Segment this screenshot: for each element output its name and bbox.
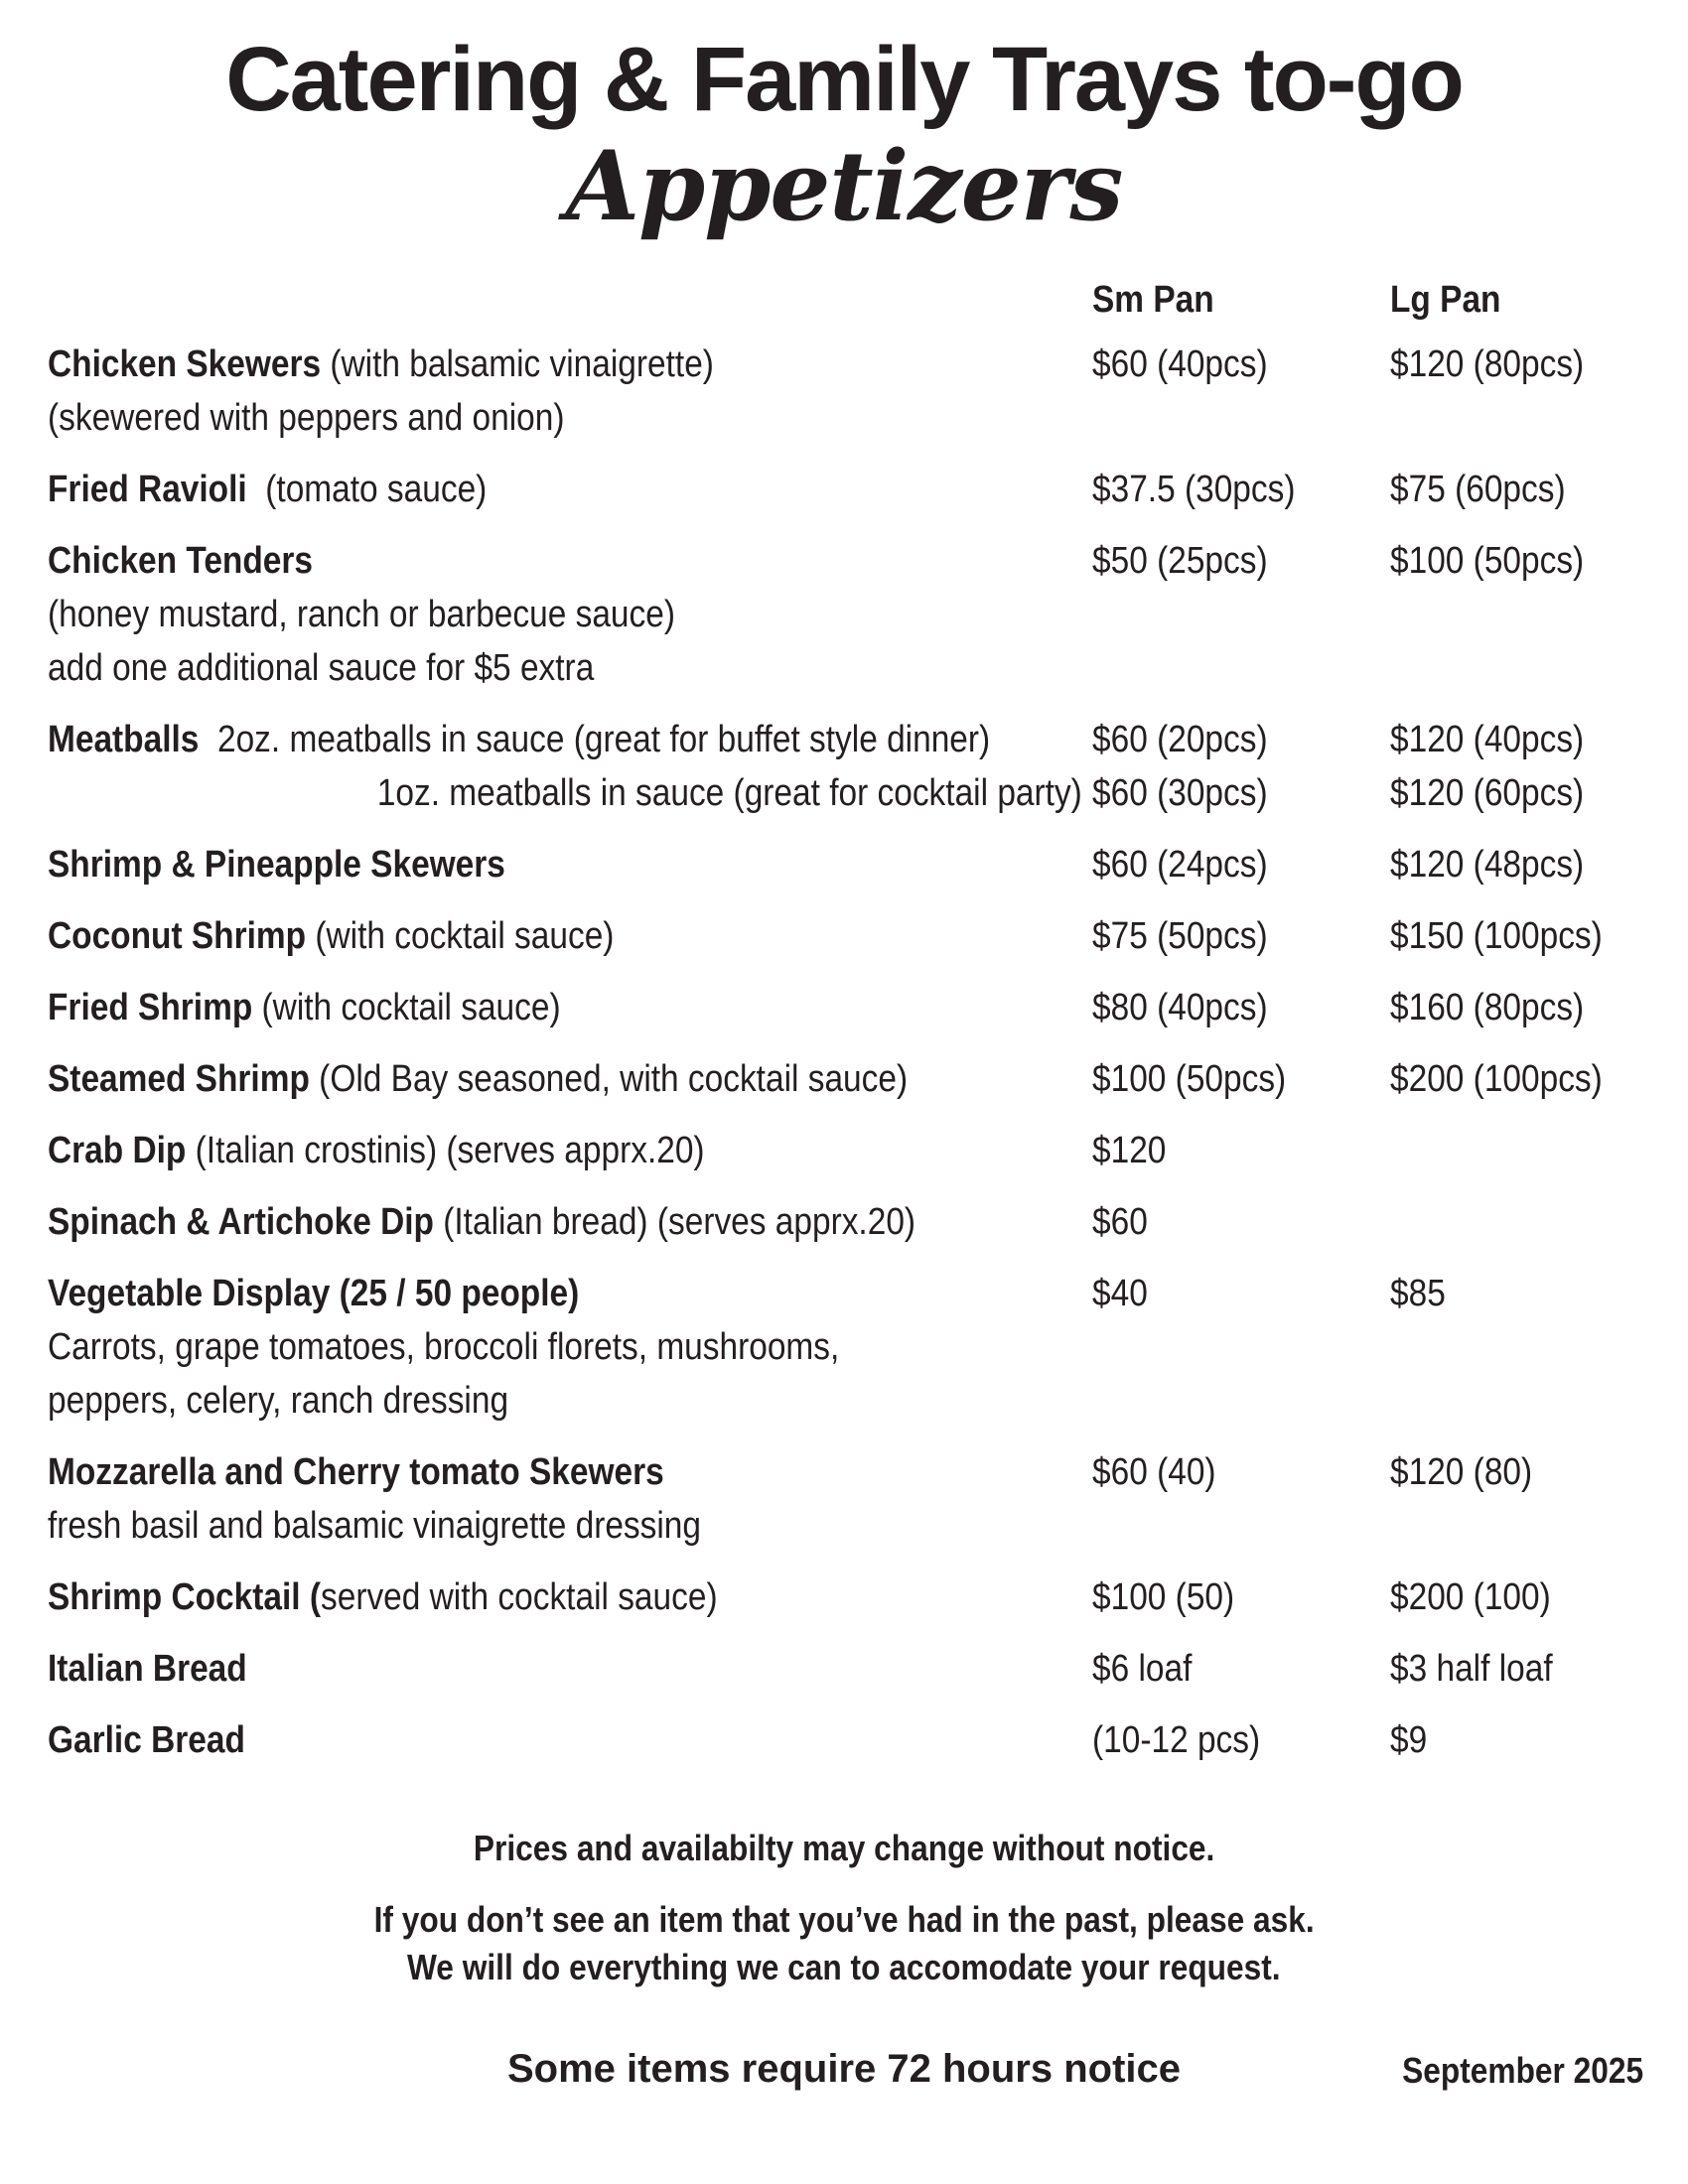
section-title: Appetizers <box>565 130 1123 242</box>
item-text <box>48 713 1092 766</box>
item-desc: 1oz. meatballs in sauce (great for cocktail party) <box>377 772 1082 814</box>
item-desc: (Italian bread) (serves apprx.20) <box>433 1201 916 1243</box>
item-name: Chicken Tenders <box>48 540 313 582</box>
footer-prices-note: Prices and availabilty may change without notice. <box>473 1828 1215 1868</box>
price-sm: $60 (24pcs) <box>1092 844 1268 886</box>
menu-item-subline <box>48 1320 1688 1374</box>
price-lg <box>1390 1124 1688 1177</box>
price-sm: $6 loaf <box>1092 1648 1193 1690</box>
menu-item-vegetable-display <box>48 1267 1688 1320</box>
price-sm: $60 <box>1092 1201 1148 1243</box>
item-text <box>48 463 1092 516</box>
item-name: Chicken Skewers <box>48 343 322 385</box>
menu-item-subline <box>48 588 1688 641</box>
item-text <box>48 1052 1092 1106</box>
item-text <box>48 1713 1092 1767</box>
menu-item-steamed-shrimp <box>48 1052 1688 1106</box>
menu-item-mozzarella-tomato-skewers <box>48 1445 1688 1499</box>
item-sub: add one additional sauce for $5 extra <box>48 647 595 689</box>
price-lg: $120 (40pcs) <box>1390 719 1585 760</box>
item-text <box>48 1195 1092 1249</box>
item-text <box>48 981 1092 1034</box>
price-lg: $200 (100pcs) <box>1390 1058 1603 1100</box>
item-name: Italian Bread <box>48 1648 247 1690</box>
menu-date: September 2025 <box>1401 2050 1643 2091</box>
item-name: Crab Dip <box>48 1130 187 1171</box>
menu-item-meatballs-line2 <box>48 766 1688 820</box>
item-text <box>48 1267 1092 1320</box>
price-sm: $37.5 (30pcs) <box>1092 469 1296 510</box>
price-lg: $160 (80pcs) <box>1390 987 1585 1028</box>
item-name: Fried Shrimp <box>48 987 253 1028</box>
menu-item-chicken-skewers <box>48 338 1688 391</box>
item-desc: (tomato sauce) <box>246 469 488 510</box>
price-lg: $75 (60pcs) <box>1390 469 1566 510</box>
price-lg: $150 (100pcs) <box>1390 915 1603 957</box>
price-sm: $60 (40) <box>1092 1451 1216 1493</box>
item-sub: (honey mustard, ranch or barbecue sauce) <box>48 594 675 635</box>
item-sub: (skewered with peppers and onion) <box>48 397 565 439</box>
item-text <box>48 838 1092 891</box>
price-lg: $9 <box>1390 1719 1428 1761</box>
price-lg: $120 (48pcs) <box>1390 844 1585 886</box>
price-lg: $120 (60pcs) <box>1390 772 1585 814</box>
price-sm: $80 (40pcs) <box>1092 987 1268 1028</box>
menu-item-garlic-bread <box>48 1713 1688 1767</box>
menu-item-subline <box>48 1499 1688 1553</box>
item-text <box>48 1124 1092 1177</box>
price-lg: $120 (80pcs) <box>1390 343 1585 385</box>
item-desc: (Old Bay seasoned, with cocktail sauce) <box>309 1058 909 1100</box>
item-name: Garlic Bread <box>48 1719 245 1761</box>
item-text <box>48 1445 1092 1499</box>
price-sm: $60 (30pcs) <box>1092 772 1268 814</box>
price-sm: $120 <box>1092 1130 1167 1171</box>
item-desc: served with cocktail sauce) <box>321 1576 718 1618</box>
item-text <box>48 338 1092 391</box>
item-name: Shrimp Cocktail ( <box>48 1576 321 1618</box>
footer-accomodate-note: We will do everything we can to accomodate your request. <box>407 1947 1281 1987</box>
item-name: Mozzarella and Cherry tomato Skewers <box>48 1451 664 1493</box>
price-lg <box>1390 1195 1688 1249</box>
item-name: Meatballs <box>48 719 200 760</box>
footer <box>0 1825 1688 2095</box>
menu-item-shrimp-pineapple-skewers <box>48 838 1688 891</box>
item-name: Vegetable Display (25 / 50 people) <box>48 1273 580 1314</box>
page-title: Catering & Family Trays to-go <box>225 29 1463 130</box>
menu-item-shrimp-cocktail <box>48 1570 1688 1624</box>
menu-item-fried-shrimp <box>48 981 1688 1034</box>
price-sm: (10-12 pcs) <box>1092 1719 1261 1761</box>
price-lg: $85 <box>1390 1273 1446 1314</box>
item-text <box>48 909 1092 963</box>
menu-item-crab-dip <box>48 1124 1688 1177</box>
footer-notice-row <box>0 2043 1688 2095</box>
item-desc: (with cocktail sauce) <box>306 915 615 957</box>
menu-item-fried-ravioli <box>48 463 1688 516</box>
price-sm: $60 (20pcs) <box>1092 719 1268 760</box>
price-sm: $75 (50pcs) <box>1092 915 1268 957</box>
price-sm: $50 (25pcs) <box>1092 540 1268 582</box>
item-name: Steamed Shrimp <box>48 1058 310 1100</box>
footer-ask-note: If you don’t see an item that you’ve had in the past, please ask. <box>373 1899 1315 1940</box>
menu-item-coconut-shrimp <box>48 909 1688 963</box>
item-name: Spinach & Artichoke Dip <box>48 1201 434 1243</box>
menu-list <box>48 338 1688 1767</box>
price-sm: $100 (50pcs) <box>1092 1058 1287 1100</box>
menu-item-spinach-artichoke-dip <box>48 1195 1688 1249</box>
price-lg: $200 (100) <box>1390 1576 1551 1618</box>
menu-item-subline <box>48 391 1688 445</box>
menu-item-chicken-tenders <box>48 534 1688 588</box>
item-text <box>48 534 1092 588</box>
menu-item-subline <box>48 1374 1688 1428</box>
col-header-lg-pan: Lg Pan <box>1390 279 1501 321</box>
menu-item-italian-bread <box>48 1642 1688 1696</box>
item-text <box>48 1570 1092 1624</box>
hours-notice: Some items require 72 hours notice <box>507 2047 1181 2091</box>
item-sub: Carrots, grape tomatoes, broccoli florets, mushrooms, <box>48 1326 840 1368</box>
item-text <box>48 1642 1092 1696</box>
item-name: Coconut Shrimp <box>48 915 307 957</box>
menu-item-meatballs <box>48 713 1688 766</box>
col-header-sm-pan: Sm Pan <box>1092 279 1214 321</box>
price-lg: $100 (50pcs) <box>1390 540 1585 582</box>
item-desc: (with balsamic vinaigrette) <box>321 343 714 385</box>
item-sub: fresh basil and balsamic vinaigrette dressing <box>48 1505 701 1547</box>
price-sm: $100 (50) <box>1092 1576 1235 1618</box>
item-desc: (with cocktail sauce) <box>252 987 561 1028</box>
price-sm: $60 (40pcs) <box>1092 343 1268 385</box>
menu-item-subline <box>48 641 1688 695</box>
item-sub: peppers, celery, ranch dressing <box>48 1380 509 1422</box>
price-sm: $40 <box>1092 1273 1148 1314</box>
item-name: Shrimp & Pineapple Skewers <box>48 844 505 886</box>
price-lg: $3 half loaf <box>1390 1648 1553 1690</box>
item-desc: 2oz. meatballs in sauce (great for buffet style dinner) <box>199 719 991 760</box>
item-name: Fried Ravioli <box>48 469 247 510</box>
price-lg: $120 (80) <box>1390 1451 1533 1493</box>
item-desc: (Italian crostinis) (serves apprx.20) <box>186 1130 705 1171</box>
